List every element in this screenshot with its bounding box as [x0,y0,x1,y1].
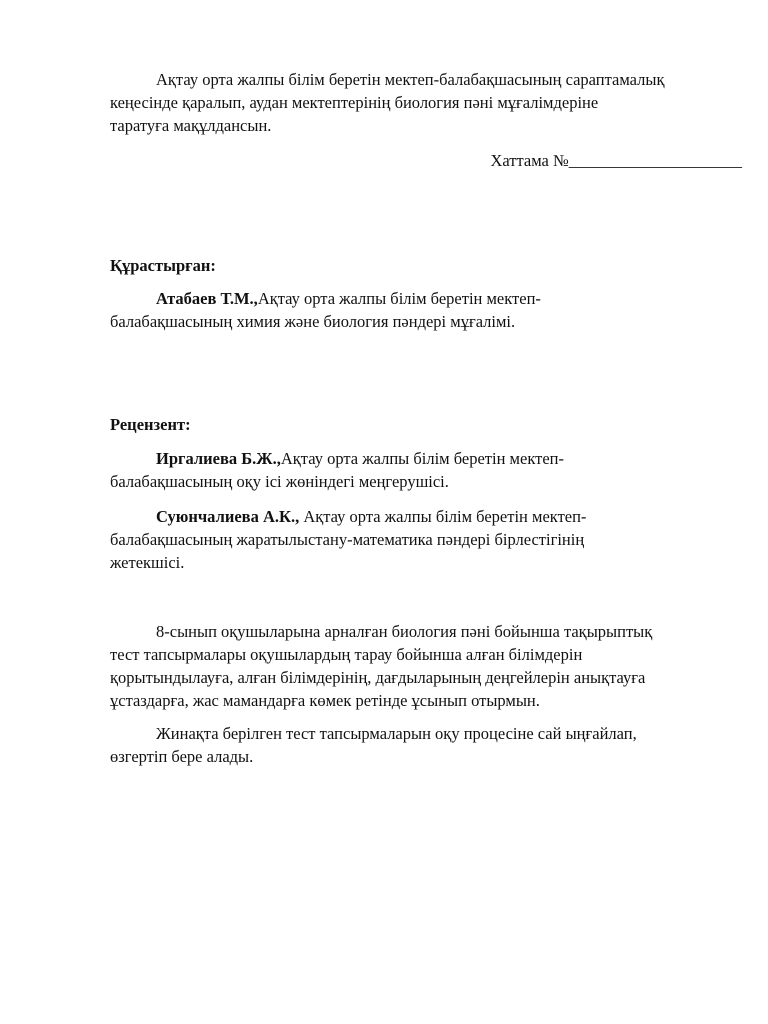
reviewer-2-paragraph [110,505,740,574]
protocol-number [110,149,742,172]
reviewer-1-line-1 [110,447,740,470]
compiler-line-1 [110,287,740,310]
compiler-line-2: балабақшасының химия және биология пәндері мұғалімі. [110,312,516,331]
description-paragraph-2 [110,722,740,768]
reviewer-1-paragraph [110,447,740,493]
description-p1-line-4: ұстаздарға, жас мамандарға көмек ретінде ұсынып отырмын. [110,691,540,710]
reviewer-1-line-1-rest: Ақтау орта жалпы білім беретін мектеп- [280,449,564,468]
description-p1-line-2: тест тапсырмалары оқушылардың тарау бойынша алған білімдерін [110,645,583,664]
reviewer-1-name: Иргалиева Б.Ж., [156,449,281,468]
reviewer-2-name: Суюнчалиева А.К., [156,507,300,526]
protocol-blank: _____________________ [568,151,742,170]
reviewer-1-line-2: балабақшасының оқу ісі жөніндегі меңгерушісі. [110,472,449,491]
description-p2-line-2: өзгертіп бере алады. [110,747,254,766]
compiler-heading: Құрастырған: [110,256,216,275]
approval-line-2: кеңесінде қаралып, аудан мектептерінің биология пәні мұғалімдеріне [110,93,599,112]
reviewer-heading: Рецензент: [110,415,191,434]
compiler-name: Атабаев Т.М., [156,289,258,308]
description-p2-line-1: Жинақта берілген тест тапсырмаларын оқу процесіне сай ыңғайлап, [156,724,637,743]
compiler-line-1-rest: Ақтау орта жалпы білім беретін мектеп- [257,289,541,308]
approval-line-3: таратуға мақұлдансын. [110,116,272,135]
approval-line-1: Ақтау орта жалпы білім беретін мектеп-балабақшасының сараптамалық [156,70,665,89]
reviewer-2-line-3: жетекшісі. [110,553,185,572]
compiler-paragraph [110,287,740,333]
reviewer-2-line-1-rest: Ақтау орта жалпы білім беретін мектеп- [299,507,587,526]
reviewer-2-line-1 [110,505,740,528]
description-paragraph-1 [110,620,740,712]
protocol-label: Хаттама № [490,151,569,170]
description-p1-line-3: қорытындылауға, алған білімдерінің, дағдыларының деңгейлерін анықтауға [110,668,646,687]
approval-paragraph [110,68,740,137]
description-p1-line-1: 8-сынып оқушыларына арналған биология пәні бойынша тақырыптық [156,622,653,641]
reviewer-2-line-2: балабақшасының жаратылыстану-математика пәндері бірлестігінің [110,530,585,549]
